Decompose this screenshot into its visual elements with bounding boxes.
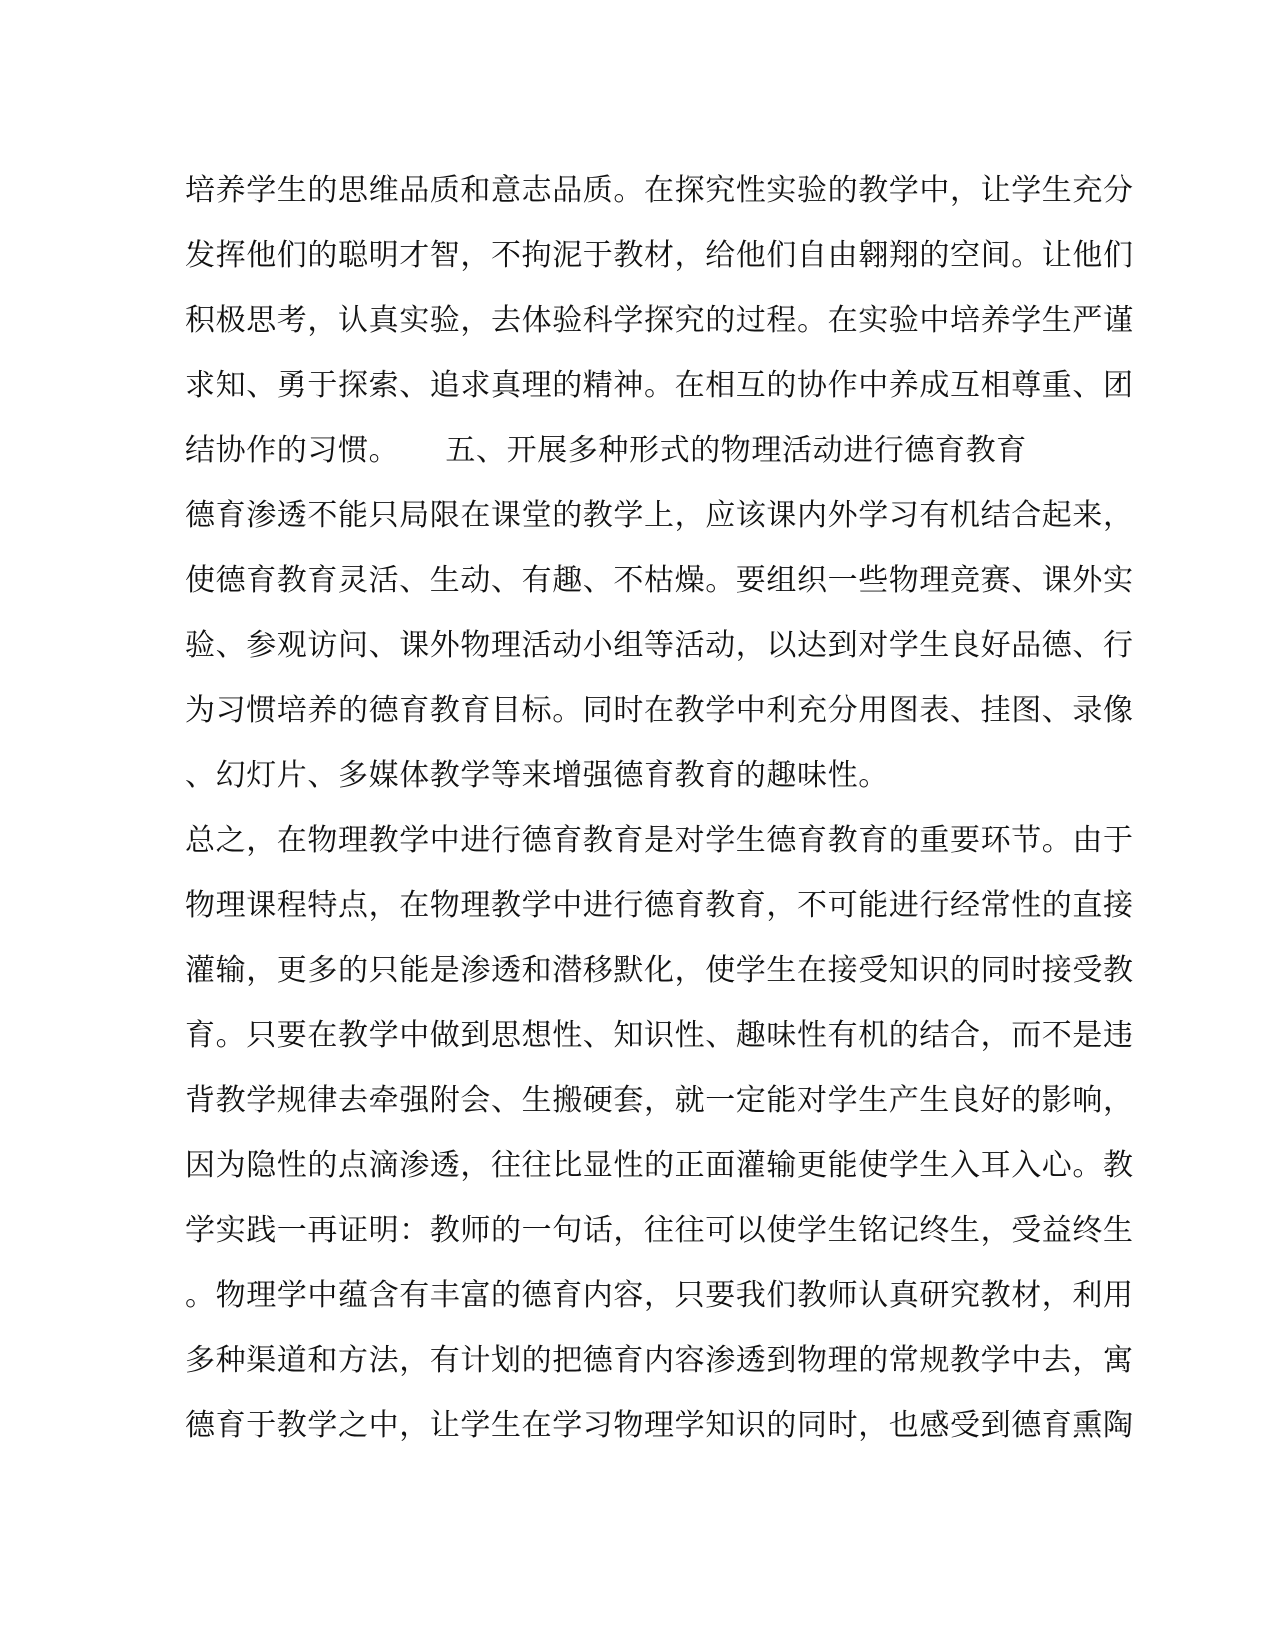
text-line: 学实践一再证明：教师的一句话，往往可以使学生铭记终生，受益终生	[185, 1213, 1134, 1248]
text-line: 发挥他们的聪明才智，不拘泥于教材，给他们自由翱翔的空间。让他们	[185, 238, 1134, 273]
text-line: 。物理学中蕴含有丰富的德育内容，只要我们教师认真研究教材，利用	[185, 1278, 1134, 1313]
body-text	[185, 158, 1134, 1458]
text-line: 结协作的习惯。 五、开展多种形式的物理活动进行德育教育	[185, 433, 1027, 468]
text-line: 积极思考，认真实验，去体验科学探究的过程。在实验中培养学生严谨	[185, 303, 1134, 338]
text-line: 使德育教育灵活、生动、有趣、不枯燥。要组织一些物理竞赛、课外实	[185, 563, 1134, 598]
text-line: 德育渗透不能只局限在课堂的教学上，应该课内外学习有机结合起来，	[185, 498, 1134, 533]
text-line: 德育于教学之中，让学生在学习物理学知识的同时，也感受到德育熏陶	[185, 1408, 1134, 1443]
text-line: 求知、勇于探索、追求真理的精神。在相互的协作中养成互相尊重、团	[185, 368, 1134, 403]
text-line: 因为隐性的点滴渗透，往往比显性的正面灌输更能使学生入耳入心。教	[185, 1148, 1134, 1183]
text-line: 多种渠道和方法，有计划的把德育内容渗透到物理的常规教学中去，寓	[185, 1343, 1134, 1378]
text-line: 为习惯培养的德育教育目标。同时在教学中利充分用图表、挂图、录像	[185, 693, 1134, 728]
text-line: 总之，在物理教学中进行德育教育是对学生德育教育的重要环节。由于	[185, 823, 1134, 858]
text-line: 育。只要在教学中做到思想性、知识性、趣味性有机的结合，而不是违	[185, 1018, 1134, 1053]
text-line: 验、参观访问、课外物理活动小组等活动，以达到对学生良好品德、行	[185, 628, 1134, 663]
text-line: 物理课程特点，在物理教学中进行德育教育，不可能进行经常性的直接	[185, 888, 1134, 923]
text-line: 背教学规律去牵强附会、生搬硬套，就一定能对学生产生良好的影响，	[185, 1083, 1134, 1118]
text-line: 培养学生的思维品质和意志品质。在探究性实验的教学中，让学生充分	[185, 173, 1134, 208]
text-line: 灌输，更多的只能是渗透和潜移默化，使学生在接受知识的同时接受教	[185, 953, 1134, 988]
text-line: 、幻灯片、多媒体教学等来增强德育教育的趣味性。	[185, 758, 889, 793]
